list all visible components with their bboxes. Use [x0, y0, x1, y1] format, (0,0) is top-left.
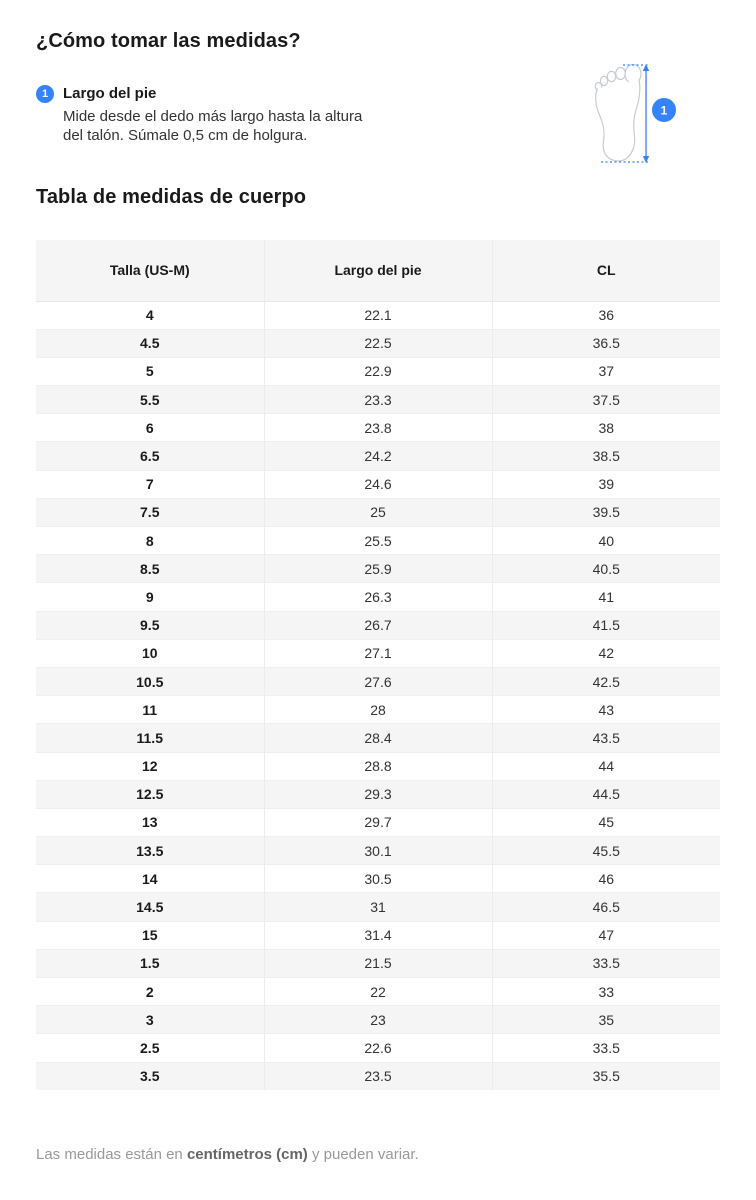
measure-cell: 28.8	[264, 752, 492, 780]
size-cell: 3	[36, 1006, 264, 1034]
measure-cell: 24.6	[264, 470, 492, 498]
measurement-note-prefix: Las medidas están en	[36, 1146, 187, 1163]
size-cell: 2.5	[36, 1034, 264, 1062]
measure-cell: 43	[492, 696, 720, 724]
size-cell: 6.5	[36, 442, 264, 470]
table-row	[36, 329, 720, 357]
measure-cell: 29.7	[264, 808, 492, 836]
table-row	[36, 555, 720, 583]
measure-cell: 36	[492, 301, 720, 329]
table-row	[36, 414, 720, 442]
table-row	[36, 639, 720, 667]
measure-cell: 23.5	[264, 1062, 492, 1090]
size-cell: 9.5	[36, 611, 264, 639]
measure-marker-number: 1	[660, 103, 668, 118]
measure-cell: 38.5	[492, 442, 720, 470]
measure-cell: 39	[492, 470, 720, 498]
table-row	[36, 442, 720, 470]
size-cell: 13	[36, 808, 264, 836]
instruction-largo-del-pie	[36, 84, 396, 145]
measure-cell: 41	[492, 583, 720, 611]
size-cell: 10	[36, 639, 264, 667]
table-row	[36, 696, 720, 724]
measure-cell: 33.5	[492, 1034, 720, 1062]
column-header-largo-del-pie: Largo del pie	[264, 240, 492, 301]
measure-cell: 28.4	[264, 724, 492, 752]
measure-cell: 25.9	[264, 555, 492, 583]
size-cell: 14.5	[36, 893, 264, 921]
table-row	[36, 752, 720, 780]
size-cell: 2	[36, 978, 264, 1006]
measurement-note	[36, 1146, 419, 1163]
table-row	[36, 498, 720, 526]
table-row	[36, 949, 720, 977]
table-row	[36, 808, 720, 836]
table-row	[36, 301, 720, 329]
measure-cell: 36.5	[492, 329, 720, 357]
measure-cell: 31	[264, 893, 492, 921]
measure-cell: 35.5	[492, 1062, 720, 1090]
measure-cell: 23.3	[264, 386, 492, 414]
measure-cell: 25.5	[264, 527, 492, 555]
measure-cell: 23	[264, 1006, 492, 1034]
table-row	[36, 527, 720, 555]
measure-cell: 35	[492, 1006, 720, 1034]
column-header-talla: Talla (US-M)	[36, 240, 264, 301]
measure-cell: 23.8	[264, 414, 492, 442]
size-cell: 9	[36, 583, 264, 611]
table-row	[36, 837, 720, 865]
table-row	[36, 1006, 720, 1034]
measure-cell: 33.5	[492, 949, 720, 977]
measure-cell: 33	[492, 978, 720, 1006]
size-table-header	[36, 240, 720, 301]
table-row	[36, 921, 720, 949]
table-row	[36, 780, 720, 808]
measure-cell: 27.1	[264, 639, 492, 667]
table-row	[36, 357, 720, 385]
measure-cell: 26.7	[264, 611, 492, 639]
table-row	[36, 1034, 720, 1062]
instruction-text	[63, 84, 375, 145]
measure-cell: 22.6	[264, 1034, 492, 1062]
table-row	[36, 724, 720, 752]
measure-cell: 30.1	[264, 837, 492, 865]
size-table-body	[36, 301, 720, 1090]
measure-cell: 42.5	[492, 667, 720, 695]
foot-measure-diagram	[588, 62, 688, 168]
measure-cell: 22.5	[264, 329, 492, 357]
size-cell: 5	[36, 357, 264, 385]
size-cell: 10.5	[36, 667, 264, 695]
size-cell: 12	[36, 752, 264, 780]
table-title: Tabla de medidas de cuerpo	[36, 186, 307, 208]
size-cell: 15	[36, 921, 264, 949]
instruction-description: Mide desde el dedo más largo hasta la altura del talón. Súmale 0,5 cm de holgura.	[63, 108, 363, 144]
measure-cell: 43.5	[492, 724, 720, 752]
measure-cell: 45	[492, 808, 720, 836]
size-cell: 8	[36, 527, 264, 555]
measure-cell: 31.4	[264, 921, 492, 949]
table-row	[36, 893, 720, 921]
size-cell: 1.5	[36, 949, 264, 977]
measure-cell: 41.5	[492, 611, 720, 639]
table-row	[36, 470, 720, 498]
instruction-label: Largo del pie	[63, 85, 157, 102]
measure-cell: 47	[492, 921, 720, 949]
size-cell: 6	[36, 414, 264, 442]
table-row	[36, 611, 720, 639]
size-cell: 5.5	[36, 386, 264, 414]
measure-cell: 38	[492, 414, 720, 442]
column-header-cl: CL	[492, 240, 720, 301]
measure-cell: 30.5	[264, 865, 492, 893]
foot-outline-icon	[588, 62, 688, 168]
measure-cell: 37.5	[492, 386, 720, 414]
size-cell: 11.5	[36, 724, 264, 752]
size-cell: 14	[36, 865, 264, 893]
measure-cell: 26.3	[264, 583, 492, 611]
measure-cell: 46.5	[492, 893, 720, 921]
measure-cell: 24.2	[264, 442, 492, 470]
measure-cell: 27.6	[264, 667, 492, 695]
step-1-badge: 1	[36, 85, 54, 103]
measure-cell: 40	[492, 527, 720, 555]
size-cell: 12.5	[36, 780, 264, 808]
measure-cell: 44	[492, 752, 720, 780]
measure-cell: 21.5	[264, 949, 492, 977]
measure-cell: 45.5	[492, 837, 720, 865]
measure-cell: 40.5	[492, 555, 720, 583]
page-title: ¿Cómo tomar las medidas?	[36, 30, 301, 52]
measure-cell: 42	[492, 639, 720, 667]
table-row	[36, 667, 720, 695]
size-cell: 7.5	[36, 498, 264, 526]
measure-cell: 37	[492, 357, 720, 385]
size-cell: 3.5	[36, 1062, 264, 1090]
measure-cell: 22.9	[264, 357, 492, 385]
measure-cell: 22.1	[264, 301, 492, 329]
size-table	[36, 240, 720, 1090]
measure-cell: 39.5	[492, 498, 720, 526]
measure-cell: 46	[492, 865, 720, 893]
measure-cell: 28	[264, 696, 492, 724]
table-row	[36, 865, 720, 893]
measurement-note-suffix: y pueden variar.	[307, 1146, 419, 1163]
size-cell: 11	[36, 696, 264, 724]
size-cell: 8.5	[36, 555, 264, 583]
table-row	[36, 1062, 720, 1090]
measure-cell: 22	[264, 978, 492, 1006]
size-cell: 13.5	[36, 837, 264, 865]
size-cell: 4	[36, 301, 264, 329]
measurement-note-unit: centímetros (cm)	[186, 1146, 308, 1163]
measure-cell: 25	[264, 498, 492, 526]
size-cell: 4.5	[36, 329, 264, 357]
size-cell: 7	[36, 470, 264, 498]
measure-cell: 29.3	[264, 780, 492, 808]
table-row	[36, 386, 720, 414]
table-row	[36, 583, 720, 611]
measure-cell: 44.5	[492, 780, 720, 808]
table-row	[36, 978, 720, 1006]
